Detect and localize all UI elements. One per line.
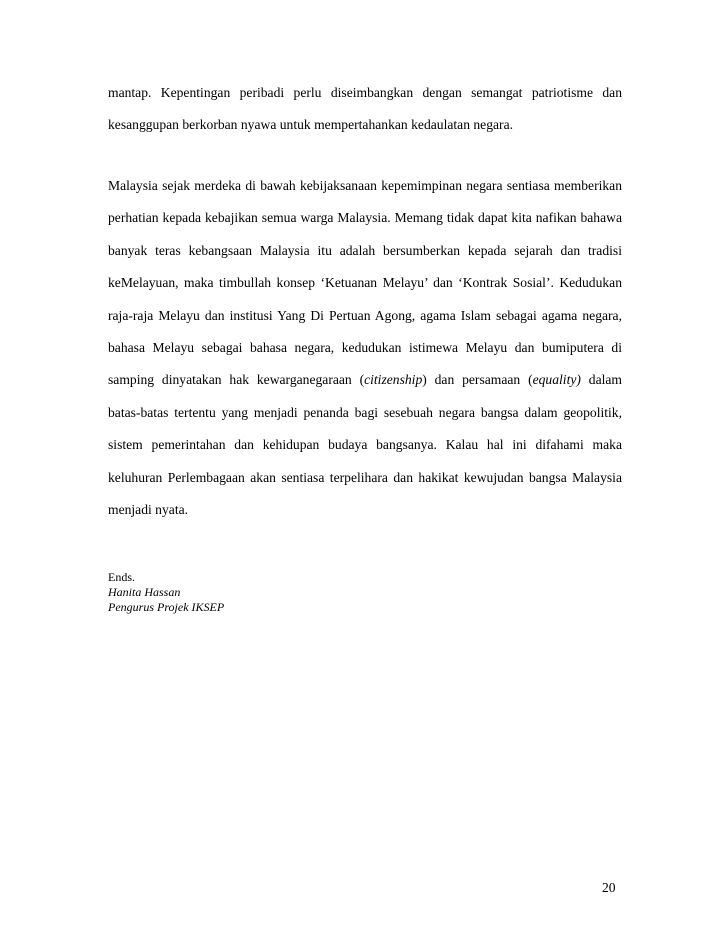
page-number: 20 — [602, 880, 616, 895]
term-citizenship: citizenship — [364, 372, 423, 388]
paragraph-1-text: mantap. Kepentingan peribadi perlu diseimbangkan dengan semangat patriotisme dan kesanggupan berkorban nyawa untuk mempertahankan kedaulatan negara. — [108, 85, 622, 133]
term-equality: equality) — [532, 372, 581, 388]
paragraph-2-text-part1: Malaysia sejak merdeka di bawah kebijaksanaan kepemimpinan negara sentiasa memberikan perhatian kepada kebajikan semua warga Malaysia. Memang tidak dapat kita nafikan bahawa banyak teras kebangsaan Malaysia itu adalah bersumberkan kepada sejarah dan tradisi keMelayuan, maka timbullah konsep ‘Ketuanan Melayu’ dan ‘Kontrak Sosial’. Kedudukan raja-raja Melayu dan institusi Yang Di Pertuan Agong, agama Islam sebagai agama negara, bahasa Melayu sebagai bahasa negara, kedudukan istimewa Melayu dan bumiputera di samping dinyatakan hak kewarganegaraan ( — [108, 178, 622, 388]
paragraph-1 — [108, 77, 622, 142]
signature-block — [108, 570, 224, 615]
paragraph-2-text-part2: ) dan persamaan ( — [422, 372, 533, 388]
ends-label: Ends. — [108, 570, 135, 584]
author-name: Hanita Hassan — [108, 585, 181, 599]
paragraph-2-text-part3: dalam batas-batas tertentu yang menjadi penanda bagi sesebuah negara bangsa dalam geopolitik, sistem pemerintahan dan kehidupan budaya bangsanya. Kalau hal ini difahami maka keluhuran Perlembagaan akan sentiasa terpelihara dan hakikat kewujudan bangsa Malaysia menjadi nyata. — [108, 372, 622, 518]
author-title: Pengurus Projek IKSEP — [108, 600, 225, 614]
paragraph-2 — [108, 170, 622, 526]
